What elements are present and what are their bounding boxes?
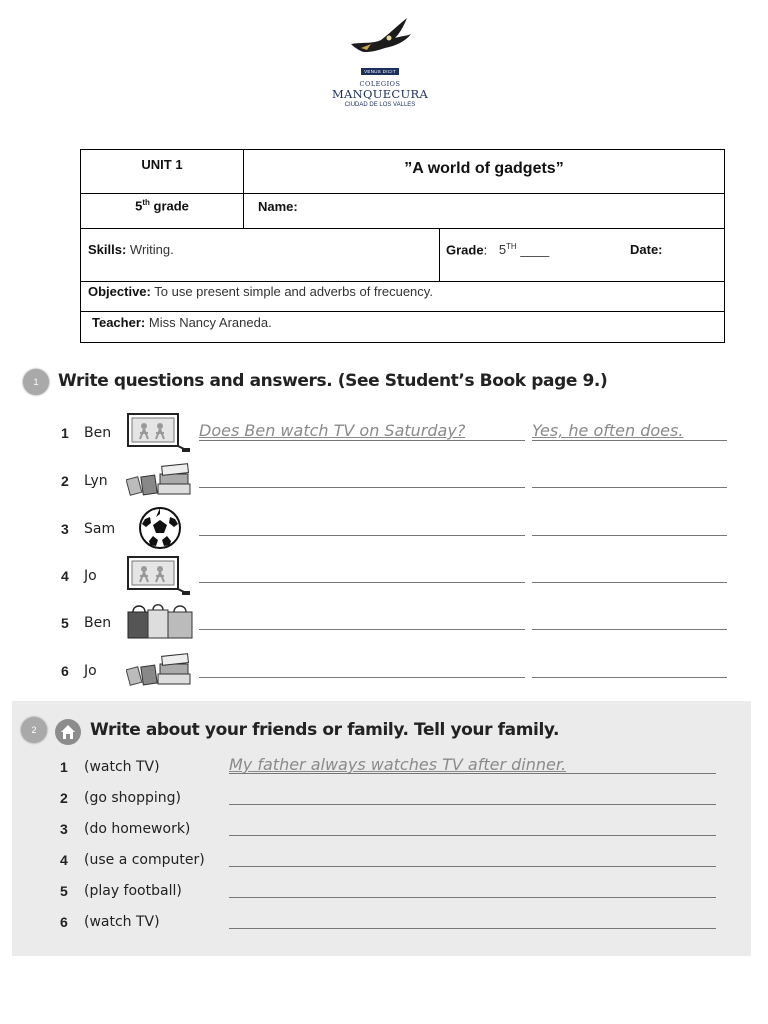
item-number: 6 [61, 663, 69, 679]
sentence-answer: My father always watches TV after dinner. [229, 755, 567, 774]
item-name: Lyn [84, 473, 108, 489]
item-number: 3 [61, 521, 69, 537]
grade-value: 5 [498, 242, 507, 258]
football-icon [137, 505, 183, 551]
item-number: 2 [60, 790, 68, 806]
header-row-skills [81, 229, 724, 282]
item-number: 3 [60, 821, 68, 837]
exercise-2-number: 2 [21, 717, 47, 743]
shopping-bags-icon [126, 602, 194, 640]
tv-icon [126, 555, 194, 597]
item-phrase: (play football) [84, 883, 182, 899]
sentence-line[interactable] [229, 866, 716, 867]
exercise-1-number: 1 [23, 369, 49, 395]
sentence-line[interactable] [229, 804, 716, 805]
sentence-line[interactable] [229, 835, 716, 836]
question-line[interactable] [199, 629, 525, 630]
header-row-name [81, 194, 724, 229]
item-phrase: (do homework) [84, 821, 191, 837]
exercise-2-title: Write about your friends or family. Tell your family. [90, 720, 560, 740]
skills-cell [81, 229, 440, 281]
header-row-objective [81, 282, 724, 312]
grade-cell [81, 194, 244, 228]
item-phrase: (use a computer) [84, 852, 205, 868]
question-line[interactable] [199, 487, 525, 488]
tv-icon [126, 412, 194, 454]
item-number: 1 [61, 425, 69, 441]
name-cell[interactable] [258, 194, 724, 228]
header-row-teacher [81, 312, 724, 342]
sentence-line[interactable] [229, 897, 716, 898]
item-name: Ben [84, 425, 112, 441]
logo-line1: COLEGIOS [359, 80, 401, 88]
logo-motto: VENUS DICIT [361, 68, 399, 75]
item-number: 6 [60, 914, 68, 930]
objective-value: To use present simple and adverbs of frecuency. [154, 284, 433, 299]
teacher-cell [92, 312, 724, 342]
logo-school-name: MANQUECURA [331, 87, 429, 101]
teacher-label: Teacher: [92, 315, 146, 330]
item-phrase: (watch TV) [84, 914, 160, 930]
sentence-line[interactable] [229, 773, 716, 774]
item-number: 5 [60, 883, 68, 899]
item-number: 4 [60, 852, 68, 868]
exercise-1-title: Write questions and answers. (See Student’s Book page 9.) [58, 371, 608, 391]
grade-sup: th [142, 198, 150, 207]
header-table [80, 149, 725, 343]
question-line[interactable] [199, 440, 525, 441]
answer-line[interactable] [532, 440, 727, 441]
logo-city: CIUDAD DE LOS VALLES [344, 102, 416, 108]
question-line[interactable] [199, 677, 525, 678]
name-label: Name: [258, 199, 298, 214]
item-name: Jo [84, 568, 97, 584]
books-icon [126, 462, 194, 498]
question-answer: Does Ben watch TV on Saturday? [199, 421, 466, 440]
item-name: Ben [84, 615, 112, 631]
house-icon [54, 718, 82, 746]
answer-line[interactable] [532, 677, 727, 678]
answer-line[interactable] [532, 582, 727, 583]
condor-icon [345, 14, 415, 60]
grade-label: Grade [446, 242, 484, 258]
grade-date-cell[interactable]: Grade: 5TH ____ Date: [446, 242, 663, 258]
teacher-value: Miss Nancy Araneda. [148, 315, 272, 330]
question-line[interactable] [199, 582, 525, 583]
item-name: Sam [84, 521, 116, 537]
sentence-line[interactable] [229, 928, 716, 929]
unit-label: UNIT 1 [141, 157, 183, 172]
school-logo [330, 14, 430, 109]
skills-value: Writing. [129, 242, 174, 257]
item-number: 4 [61, 568, 69, 584]
item-number: 2 [61, 473, 69, 489]
answer-line[interactable] [532, 629, 727, 630]
grade-blank: ____ [520, 242, 550, 258]
short-answer: Yes, he often does. [532, 421, 684, 440]
books-icon [126, 652, 194, 688]
item-phrase: (go shopping) [84, 790, 181, 806]
item-number: 1 [60, 759, 68, 775]
answer-line[interactable] [532, 535, 727, 536]
skills-label: Skills: [88, 242, 127, 257]
objective-label: Objective: [88, 284, 151, 299]
item-phrase: (watch TV) [84, 759, 160, 775]
title-cell [244, 150, 724, 193]
question-line[interactable] [199, 535, 525, 536]
unit-cell [81, 150, 244, 193]
header-row-title [81, 150, 724, 194]
item-name: Jo [84, 663, 97, 679]
grade-word: grade [153, 198, 189, 214]
worksheet-title: ”A world of gadgets” [404, 160, 564, 177]
grade-number: 5 [135, 198, 143, 214]
objective-cell [88, 282, 724, 311]
item-number: 5 [61, 615, 69, 631]
answer-line[interactable] [532, 487, 727, 488]
date-label: Date: [630, 242, 663, 257]
grade-value-sup: TH [506, 242, 517, 251]
